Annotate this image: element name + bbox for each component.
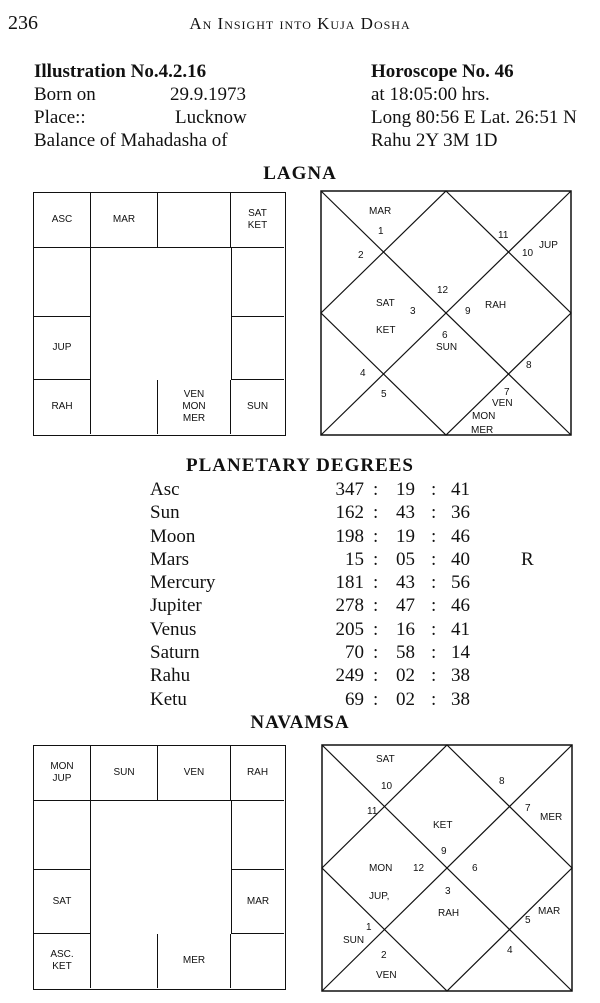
lagna-cell-left-1 [34, 248, 91, 317]
navamsa-d-h6: 6 [472, 863, 478, 874]
deg-value: 278 [335, 595, 364, 617]
lagna-cell-top-4: SAT KET [231, 193, 284, 248]
separator: : [431, 525, 437, 547]
separator: : [373, 525, 379, 547]
lagna-d-h4: 4 [360, 368, 366, 379]
lagna-d-rah: RAH [485, 300, 507, 311]
place-value: Lucknow [175, 107, 247, 128]
planet-name: Mars [150, 548, 190, 570]
min-value: 47 [396, 595, 415, 617]
lagna-d-ket: KET [376, 325, 396, 336]
dasha-balance: Rahu 2Y 3M 1D [371, 130, 498, 151]
separator: : [373, 665, 379, 687]
navamsa-cell-left-2: SAT [34, 870, 91, 934]
navamsa-d-sat: SAT [376, 754, 395, 765]
lagna-square-chart [33, 192, 286, 436]
navamsa-d-mar: MAR [538, 906, 561, 917]
separator: : [373, 572, 379, 594]
degrees-title: PLANETARY DEGREES [185, 455, 414, 476]
lagna-d-ven: VEN [492, 398, 513, 409]
navamsa-cell-right-1 [231, 801, 284, 870]
navamsa-d-h3: 3 [445, 886, 451, 897]
deg-value: 70 [345, 642, 364, 664]
separator: : [431, 572, 437, 594]
table-row [150, 478, 550, 501]
navamsa-d-h5: 5 [525, 915, 531, 926]
table-row [150, 501, 550, 524]
navamsa-cell-left-1 [34, 801, 91, 870]
separator: : [373, 479, 379, 500]
lagna-cell-top-2: MAR [91, 193, 158, 248]
navamsa-d-mon: MON [369, 863, 393, 874]
navamsa-d-rah: RAH [438, 908, 460, 919]
lagna-d-h1: 1 [378, 226, 384, 237]
deg-value: 69 [345, 688, 364, 710]
lagna-title: LAGNA [263, 163, 337, 184]
planet-name: Asc [150, 479, 180, 500]
lagna-diamond-chart [320, 190, 572, 436]
table-row [150, 618, 550, 641]
navamsa-d-ket: KET [433, 820, 453, 831]
lagna-cell-bottom-4: SUN [246, 401, 269, 412]
lagna-d-h2: 2 [358, 250, 364, 261]
horoscope-label: Horoscope No. 46 [371, 61, 514, 82]
place-label: Place:: [34, 107, 86, 128]
separator: : [373, 548, 379, 570]
planet-name: Moon [150, 525, 196, 547]
min-value: 19 [396, 525, 415, 547]
navamsa-d-h11: 11 [367, 806, 378, 817]
lagna-cell-right-1 [231, 248, 284, 317]
navamsa-cell-bottom-4 [231, 934, 284, 988]
separator: : [373, 688, 379, 710]
lagna-d-sat: SAT [376, 298, 395, 309]
table-row [150, 641, 550, 664]
separator: : [373, 502, 379, 524]
planet-name: Jupiter [150, 595, 202, 617]
table-row [150, 571, 550, 594]
navamsa-d-h9: 9 [441, 846, 447, 857]
navamsa-cell-top-3: VEN [158, 746, 231, 801]
sec-value: 36 [451, 502, 470, 524]
navamsa-cell-top-4: RAH [231, 746, 284, 801]
navamsa-d-h4: 4 [507, 945, 513, 956]
navamsa-d-h1: 1 [366, 922, 372, 933]
lagna-d-h11: 11 [498, 230, 509, 241]
lagna-cell-top-3 [158, 193, 231, 248]
navamsa-d-h2: 2 [381, 950, 387, 961]
born-label: Born on [34, 84, 96, 105]
lagna-d-mar: MAR [369, 206, 392, 217]
sec-value: 40 [451, 548, 470, 570]
sec-value: 41 [451, 479, 470, 500]
lagna-d-jup: JUP [539, 240, 558, 251]
separator: : [431, 618, 437, 640]
navamsa-cell-top-2: SUN [91, 746, 158, 801]
sec-value: 38 [451, 665, 470, 687]
retro-flag: R [521, 548, 534, 570]
birth-time: at 18:05:00 hrs. [371, 84, 490, 105]
lagna-d-h10: 10 [522, 248, 534, 259]
lagna-d-h8: 8 [526, 360, 532, 371]
separator: : [373, 595, 379, 617]
min-value: 43 [396, 502, 415, 524]
navamsa-d-h8: 8 [499, 776, 505, 787]
navamsa-cell-top-1: MON JUP [34, 746, 91, 801]
min-value: 16 [396, 618, 415, 640]
navamsa-d-jup: JUP, [369, 891, 390, 902]
min-value: 02 [396, 688, 415, 710]
lagna-cell-left-2: JUP [34, 317, 91, 380]
deg-value: 347 [335, 479, 364, 500]
separator: : [431, 479, 437, 500]
lagna-d-h3: 3 [410, 306, 416, 317]
planet-name: Saturn [150, 642, 200, 664]
long-lat: Long 80:56 E Lat. 26:51 N [371, 107, 577, 128]
info-right [371, 60, 577, 152]
navamsa-square-chart [33, 745, 286, 990]
info-left [34, 60, 247, 152]
lagna-d-h12: 12 [437, 285, 449, 296]
navamsa-d-h12: 12 [413, 863, 425, 874]
balance-label: Balance of Mahadasha of [34, 130, 228, 151]
lagna-cell-bottom-1: RAH [34, 380, 91, 434]
min-value: 43 [396, 572, 415, 594]
lagna-cell-right-2 [231, 317, 284, 380]
lagna-d-sun: SUN [436, 342, 458, 353]
deg-value: 198 [335, 525, 364, 547]
sec-value: 14 [451, 642, 470, 664]
navamsa-d-mer: MER [540, 812, 563, 823]
table-row [150, 548, 550, 571]
separator: : [373, 618, 379, 640]
deg-value: 205 [335, 618, 364, 640]
navamsa-title: NAVAMSA [250, 712, 350, 733]
separator: : [431, 688, 437, 710]
table-row [150, 525, 550, 548]
page-number: 236 [8, 12, 38, 34]
running-head: An Insight into Kuja Dosha [189, 14, 411, 33]
planet-name: Mercury [150, 572, 216, 594]
sec-value: 41 [451, 618, 470, 640]
planet-name: Sun [150, 502, 180, 524]
navamsa-d-h10: 10 [381, 781, 393, 792]
planet-name: Rahu [150, 665, 191, 687]
separator: : [431, 642, 437, 664]
table-row [150, 688, 550, 711]
navamsa-cell-right-2: MAR [231, 870, 284, 934]
min-value: 58 [396, 642, 415, 664]
navamsa-cell-bottom-1: ASC. KET [34, 934, 91, 988]
separator: : [373, 642, 379, 664]
navamsa-d-sun: SUN [343, 935, 365, 946]
planet-name: Venus [150, 618, 197, 640]
navamsa-cell-bottom-2 [91, 934, 158, 988]
illustration-label: Illustration No.4.2.16 [34, 61, 207, 82]
table-row [150, 664, 550, 687]
table-row [150, 594, 550, 617]
navamsa-d-h7: 7 [525, 803, 531, 814]
deg-value: 15 [345, 548, 364, 570]
navamsa-cell-bottom-3: MER [158, 934, 231, 988]
separator: : [431, 548, 437, 570]
lagna-d-h9: 9 [465, 306, 471, 317]
lagna-d-mer: MER [471, 425, 494, 436]
navamsa-diamond-chart [321, 744, 573, 992]
deg-value: 249 [335, 665, 364, 687]
sec-value: 56 [451, 572, 470, 594]
sec-value: 38 [451, 688, 470, 710]
born-value: 29.9.1973 [170, 84, 246, 105]
separator: : [431, 595, 437, 617]
min-value: 05 [396, 548, 415, 570]
lagna-d-mon: MON [472, 411, 496, 422]
planetary-degrees-table [150, 478, 550, 711]
navamsa-d-ven: VEN [376, 970, 397, 981]
separator: : [431, 502, 437, 524]
sec-value: 46 [451, 525, 470, 547]
deg-value: 162 [335, 502, 364, 524]
min-value: 19 [396, 479, 415, 500]
min-value: 02 [396, 665, 415, 687]
lagna-cell-top-1: ASC [34, 193, 91, 248]
lagna-cell-bottom-3: VEN MON MER [158, 380, 231, 434]
lagna-d-h6: 6 [442, 330, 448, 341]
deg-value: 181 [335, 572, 364, 594]
separator: : [431, 665, 437, 687]
lagna-cell-bottom-2 [91, 380, 158, 434]
sec-value: 46 [451, 595, 470, 617]
planet-name: Ketu [150, 688, 187, 710]
lagna-d-h5: 5 [381, 389, 387, 400]
lagna-d-h7: 7 [504, 387, 510, 398]
